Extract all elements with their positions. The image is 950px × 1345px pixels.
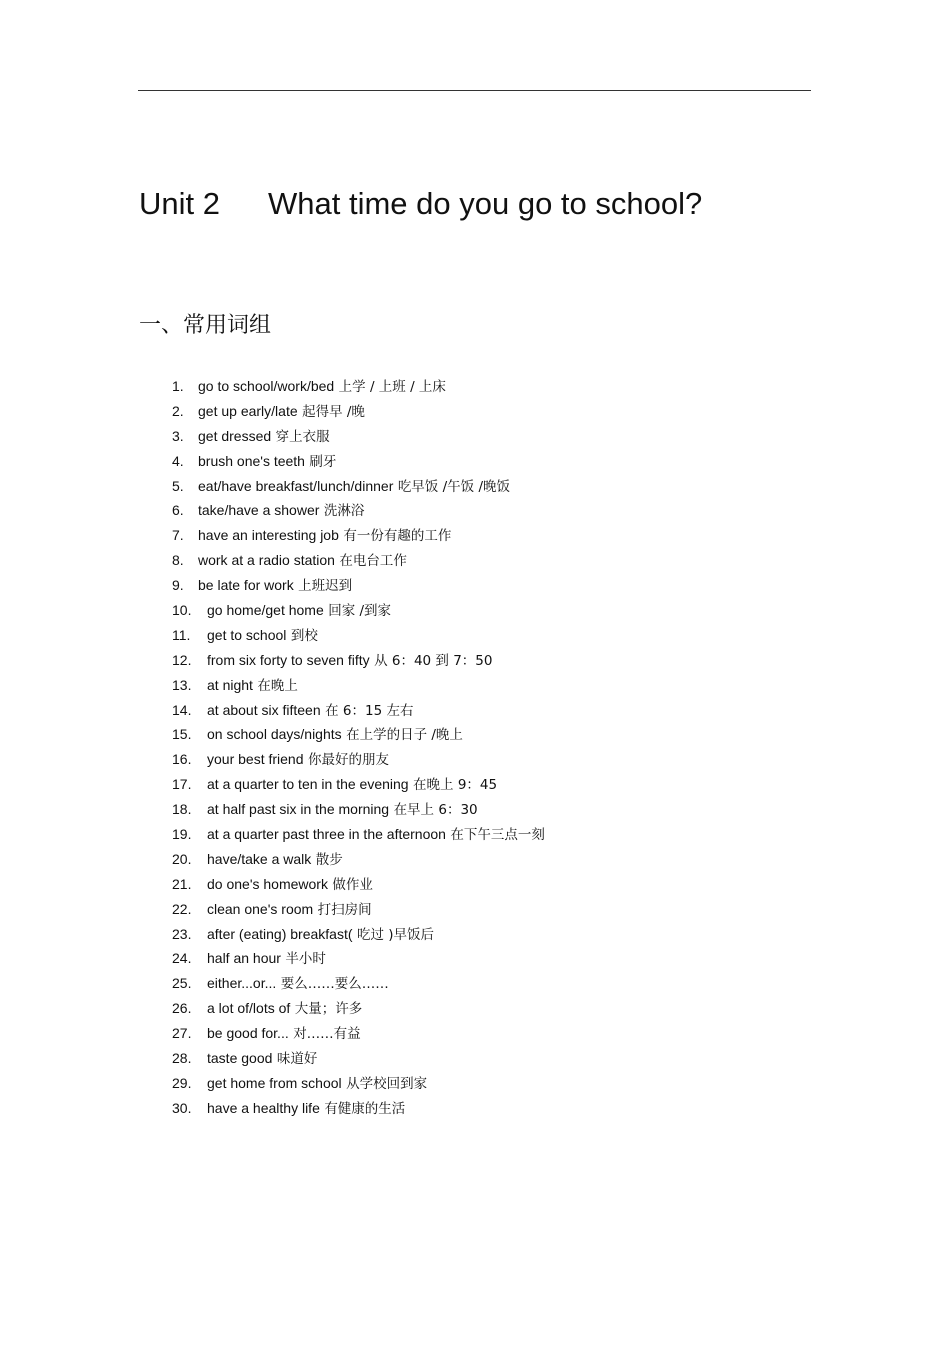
english-phrase: do one's homework <box>207 875 328 892</box>
list-item <box>172 399 545 424</box>
english-phrase: at half past six in the morning <box>207 801 390 818</box>
chinese-translation: 在下午三点一刻 <box>450 827 545 844</box>
unit-label: Unit 2 <box>139 186 220 221</box>
chinese-translation: 在晚上 <box>257 677 298 694</box>
list-item <box>172 548 545 573</box>
english-phrase: at night <box>207 676 253 693</box>
english-phrase: clean one's room <box>207 900 314 917</box>
list-item <box>172 498 545 523</box>
section-heading: 一、常用词组 <box>139 313 272 338</box>
item-number: 22. <box>172 900 192 917</box>
unit-question: What time do you go to school? <box>268 186 703 221</box>
item-number: 12. <box>172 651 192 668</box>
english-phrase: get dressed <box>198 427 272 444</box>
list-item <box>172 474 545 499</box>
chinese-translation: 对……有益 <box>293 1026 361 1043</box>
chinese-translation: 上学 / 上班 / 上床 <box>338 379 446 395</box>
item-number: 6. <box>172 502 184 519</box>
item-number: 30. <box>172 1099 192 1116</box>
chinese-translation: 散步 <box>315 851 343 868</box>
chinese-translation: 从学校回到家 <box>346 1075 428 1092</box>
item-number: 20. <box>172 850 192 867</box>
list-item <box>172 996 545 1021</box>
item-number: 26. <box>172 1000 192 1017</box>
list-item <box>172 1096 545 1121</box>
english-phrase: taste good <box>207 1050 273 1067</box>
chinese-translation: 要么……要么…… <box>280 976 389 993</box>
item-number: 23. <box>172 925 192 942</box>
english-phrase: after (eating) breakfast( <box>207 925 353 942</box>
item-number: 8. <box>172 552 184 569</box>
chinese-translation: 到校 <box>290 627 318 644</box>
list-item <box>172 648 545 673</box>
chinese-translation: 上班迟到 <box>298 578 353 595</box>
list-item <box>172 673 545 698</box>
list-item <box>172 623 545 648</box>
english-phrase: eat/have breakfast/lunch/dinner <box>198 477 394 494</box>
chinese-translation: 在 6：15 左右 <box>325 702 414 719</box>
item-number: 19. <box>172 826 192 843</box>
chinese-translation: 做作业 <box>332 876 373 893</box>
chinese-translation: 有一份有趣的工作 <box>343 528 452 545</box>
chinese-translation: 在电台工作 <box>339 553 407 570</box>
list-item <box>172 374 545 399</box>
chinese-translation: 你最好的朋友 <box>307 752 389 769</box>
list-item <box>172 449 545 474</box>
list-item <box>172 1071 545 1096</box>
english-phrase: have a healthy life <box>207 1099 320 1116</box>
item-number: 15. <box>172 726 192 743</box>
list-item <box>172 772 545 797</box>
item-number: 28. <box>172 1050 192 1067</box>
chinese-translation: 在上学的日子 /晚上 <box>346 727 463 744</box>
chinese-translation: 半小时 <box>285 951 326 968</box>
chinese-translation: 吃过 )早饭后 <box>356 926 435 943</box>
item-number: 4. <box>172 452 184 469</box>
list-item <box>172 847 545 872</box>
list-item <box>172 598 545 623</box>
english-phrase: get up early/late <box>198 402 298 419</box>
english-phrase: go home/get home <box>207 602 324 619</box>
english-phrase: have an interesting job <box>198 527 339 544</box>
english-phrase: brush one's teeth <box>198 452 305 469</box>
chinese-translation: 从 6：40 到 7：50 <box>374 652 493 669</box>
phrase-list <box>172 374 545 1121</box>
item-number: 14. <box>172 701 192 718</box>
chinese-translation: 穿上衣服 <box>275 428 330 445</box>
list-item <box>172 897 545 922</box>
list-item <box>172 1046 545 1071</box>
english-phrase: be late for work <box>198 577 294 594</box>
chinese-translation: 在早上 6：30 <box>393 802 478 819</box>
page-title <box>139 182 702 226</box>
english-phrase: from six forty to seven fifty <box>207 651 370 668</box>
item-number: 27. <box>172 1025 192 1042</box>
english-phrase: at a quarter past three in the afternoon <box>207 826 446 843</box>
chinese-translation: 刷牙 <box>309 453 337 470</box>
chinese-translation: 回家 /到家 <box>328 603 392 620</box>
top-divider <box>138 90 811 91</box>
chinese-translation: 有健康的生活 <box>324 1100 406 1117</box>
item-number: 5. <box>172 477 184 494</box>
item-number: 7. <box>172 527 184 544</box>
english-phrase: have/take a walk <box>207 850 312 867</box>
list-item <box>172 573 545 598</box>
chinese-translation: 吃早饭 /午饭 /晚饭 <box>397 478 510 495</box>
list-item <box>172 523 545 548</box>
item-number: 17. <box>172 776 192 793</box>
chinese-translation: 味道好 <box>276 1051 318 1068</box>
chinese-translation: 洗淋浴 <box>323 503 365 520</box>
item-number: 10. <box>172 602 192 619</box>
english-phrase: at about six fifteen <box>207 701 321 718</box>
list-item <box>172 872 545 897</box>
list-item <box>172 424 545 449</box>
item-number: 25. <box>172 975 192 992</box>
english-phrase: either...or... <box>207 975 277 992</box>
list-item <box>172 822 545 847</box>
list-item <box>172 922 545 947</box>
english-phrase: take/have a shower <box>198 502 320 519</box>
list-item <box>172 747 545 772</box>
english-phrase: on school days/nights <box>207 726 342 743</box>
english-phrase: work at a radio station <box>198 552 335 569</box>
item-number: 9. <box>172 577 184 594</box>
item-number: 24. <box>172 950 192 967</box>
item-number: 18. <box>172 801 192 818</box>
english-phrase: be good for... <box>207 1025 289 1042</box>
english-phrase: your best friend <box>207 751 304 768</box>
list-item <box>172 946 545 971</box>
english-phrase: get home from school <box>207 1074 342 1091</box>
english-phrase: go to school/work/bed <box>198 378 335 394</box>
english-phrase: half an hour <box>207 950 281 967</box>
chinese-translation: 起得早 /晚 <box>302 403 365 420</box>
english-phrase: a lot of/lots of <box>207 1000 291 1017</box>
item-number: 11. <box>172 626 191 643</box>
english-phrase: get to school <box>207 626 287 643</box>
item-number: 16. <box>172 751 192 768</box>
chinese-translation: 大量；许多 <box>294 1001 363 1018</box>
list-item <box>172 722 545 747</box>
list-item <box>172 698 545 723</box>
item-number: 3. <box>172 427 184 444</box>
chinese-translation: 在晚上 9：45 <box>413 777 498 794</box>
item-number: 13. <box>172 676 192 693</box>
list-item <box>172 797 545 822</box>
english-phrase: at a quarter to ten in the evening <box>207 776 409 793</box>
item-number: 1. <box>172 378 184 394</box>
list-item <box>172 971 545 996</box>
chinese-translation: 打扫房间 <box>317 901 372 918</box>
item-number: 29. <box>172 1074 192 1091</box>
list-item <box>172 1021 545 1046</box>
item-number: 21. <box>172 875 192 892</box>
item-number: 2. <box>172 402 184 419</box>
